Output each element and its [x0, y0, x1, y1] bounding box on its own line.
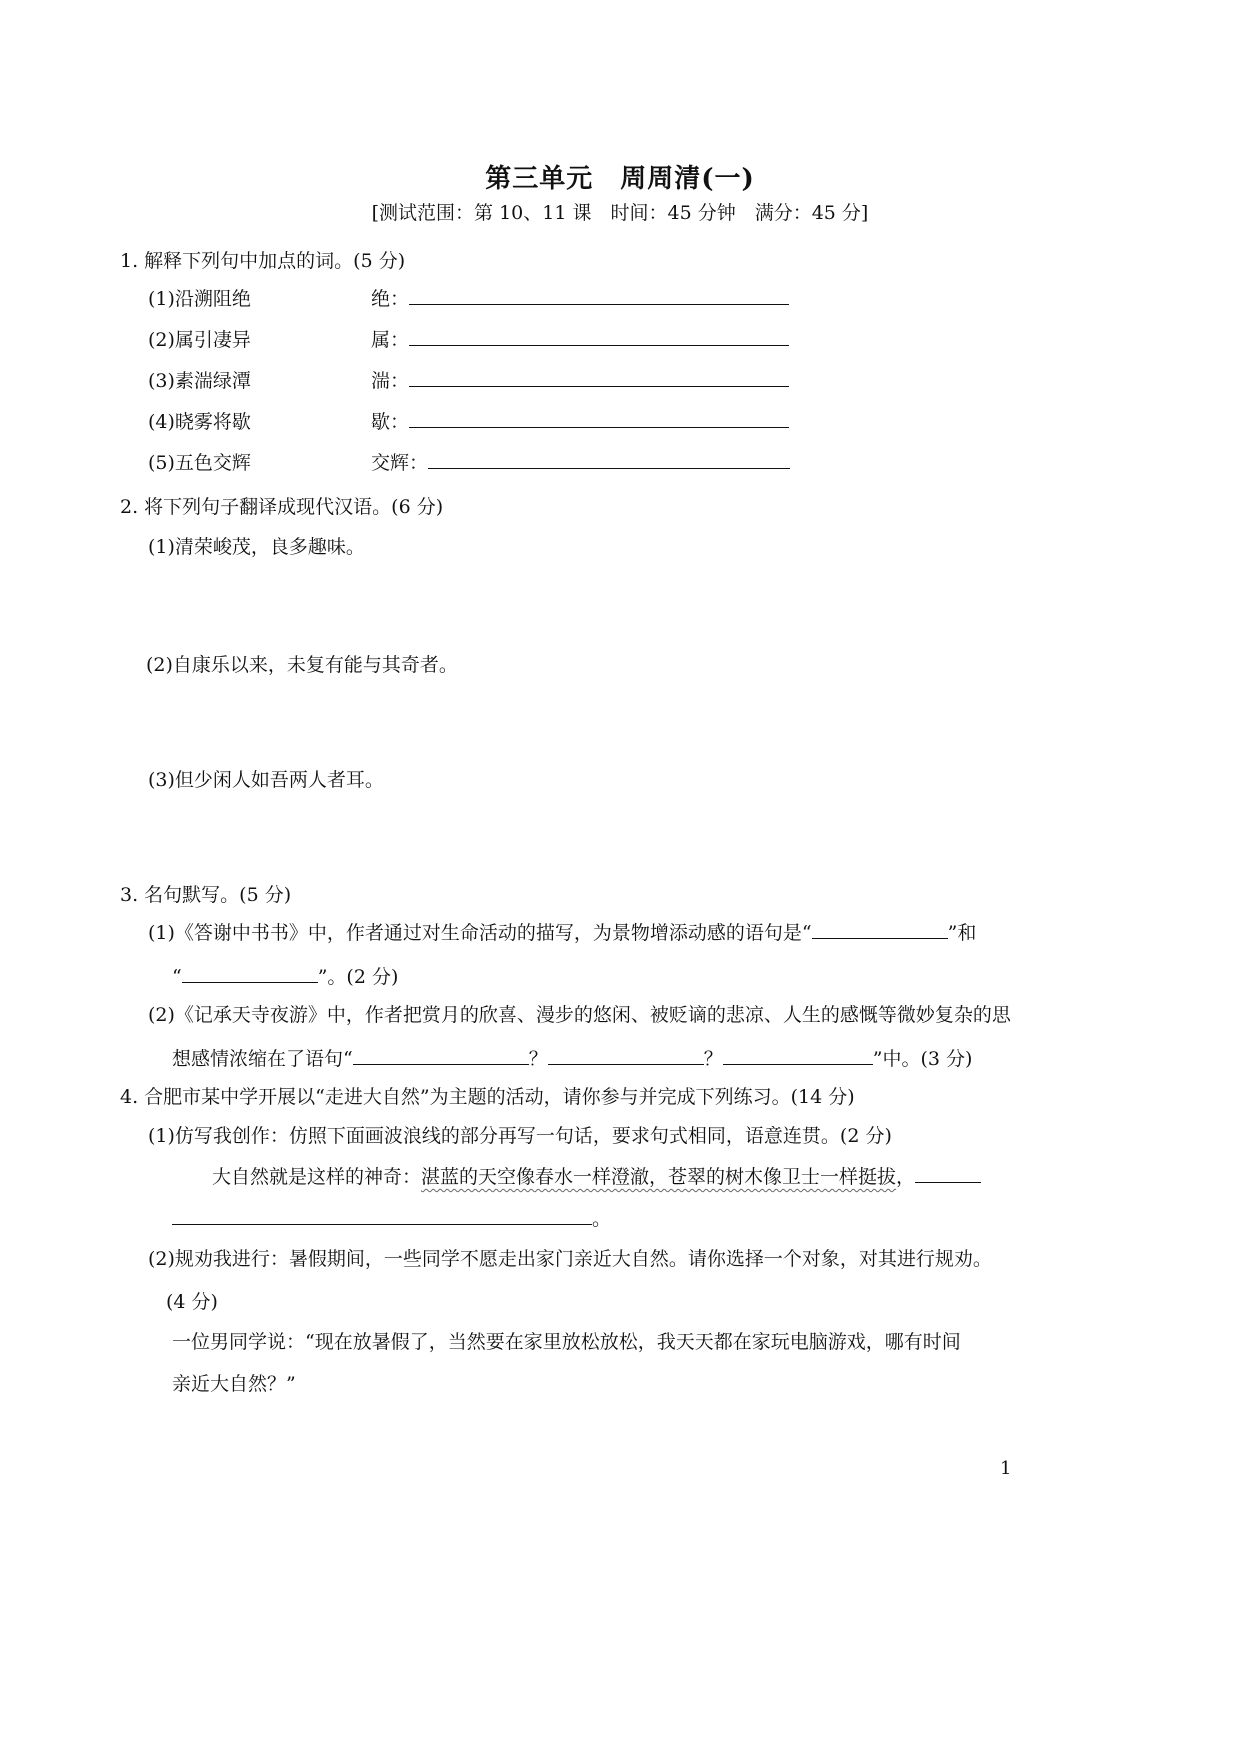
question-1-stem: 1. 解释下列句中加点的词。(5 分): [120, 250, 406, 272]
q4-item-2: (2)规劝我进行：暑假期间，一些同学不愿走出家门亲近大自然。请你选择一个对象，对其进行规劝。: [148, 1248, 992, 1270]
q1-item-2-phrase: (2)属引凄异: [148, 329, 251, 351]
q1-item-1-answer-blank[interactable]: [409, 284, 789, 305]
q3-item-1-line-1: (1)《答谢中书书》中，作者通过对生命活动的描写，为景物增添动感的语句是“ ”和: [148, 918, 976, 945]
q1-item-4-word: 歇：: [371, 407, 789, 434]
q3-item-2-blank-3[interactable]: [723, 1044, 873, 1065]
q1-item-4-answer-blank[interactable]: [409, 407, 789, 428]
q4-item-1-blank-2[interactable]: [172, 1204, 592, 1225]
question-3-stem: 3. 名句默写。(5 分): [120, 884, 292, 906]
q1-item-4-phrase: (4)晓雾将歇: [148, 411, 251, 433]
q4-item-1: (1)仿写我创作：仿照下面画波浪线的部分再写一句话，要求句式相同，语意连贯。(2 分): [148, 1125, 892, 1147]
test-scope-subtitle: [测试范围：第 10、11 课 时间：45 分钟 满分：45 分]: [371, 202, 869, 224]
q3-item-2-line-2: 想感情浓缩在了语句“ ？ ？ ”中。(3 分): [172, 1044, 972, 1071]
q4-quote-line-1: 一位男同学说：“现在放暑假了，当然要在家里放松放松，我天天都在家玩电脑游戏，哪有时间: [172, 1331, 961, 1353]
q3-item-1-blank-1[interactable]: [812, 918, 948, 939]
page-number: 1: [1000, 1458, 1012, 1479]
q1-item-3-word: 湍：: [371, 366, 789, 393]
q2-item-3: (3)但少闲人如吾两人者耳。: [148, 769, 384, 791]
q1-item-1-phrase: (1)沿溯阻绝: [148, 288, 251, 310]
q2-item-2: (2)自康乐以来，未复有能与其奇者。: [146, 654, 458, 676]
q4-example-line-2: 。: [172, 1204, 611, 1231]
q1-item-3-phrase: (3)素湍绿潭: [148, 370, 251, 392]
q1-item-2-word: 属：: [371, 325, 789, 352]
page-title: 第三单元 周周清(一): [485, 164, 755, 194]
q4-item-1-blank-1[interactable]: [915, 1162, 981, 1183]
question-2-stem: 2. 将下列句子翻译成现代汉语。(6 分): [120, 496, 444, 518]
question-4-stem: 4. 合肥市某中学开展以“走进大自然”为主题的活动，请你参与并完成下列练习。(14 分): [120, 1086, 855, 1108]
wavy-underlined-part: 湛蓝的天空像春水一样澄澈，苍翠的树木像卫士一样挺拔: [421, 1166, 897, 1188]
q3-item-2-line-1: (2)《记承天寺夜游》中，作者把赏月的欣喜、漫步的悠闲、被贬谪的悲凉、人生的感慨等微妙复杂的思: [148, 1004, 1011, 1026]
q1-item-1-word: 绝：: [371, 284, 789, 311]
q1-item-5-phrase: (5)五色交辉: [148, 452, 251, 474]
q1-item-3-answer-blank[interactable]: [409, 366, 789, 387]
q4-item-2-score: (4 分): [166, 1291, 218, 1313]
q3-item-2-blank-2[interactable]: [548, 1044, 704, 1065]
q1-item-2-answer-blank[interactable]: [409, 325, 789, 346]
q1-item-5-word: 交辉：: [371, 448, 790, 475]
q3-item-1-line-2: “ ”。(2 分): [172, 962, 398, 989]
q1-item-5-answer-blank[interactable]: [428, 448, 790, 469]
q3-item-2-blank-1[interactable]: [353, 1044, 529, 1065]
q3-item-1-blank-2[interactable]: [182, 962, 318, 983]
q2-item-1: (1)清荣峻茂，良多趣味。: [148, 536, 365, 558]
q4-example-sentence: 大自然就是这样的神奇：湛蓝的天空像春水一样澄澈，苍翠的树木像卫士一样挺拔，: [212, 1162, 981, 1189]
q4-quote-line-2: 亲近大自然？”: [172, 1373, 296, 1395]
